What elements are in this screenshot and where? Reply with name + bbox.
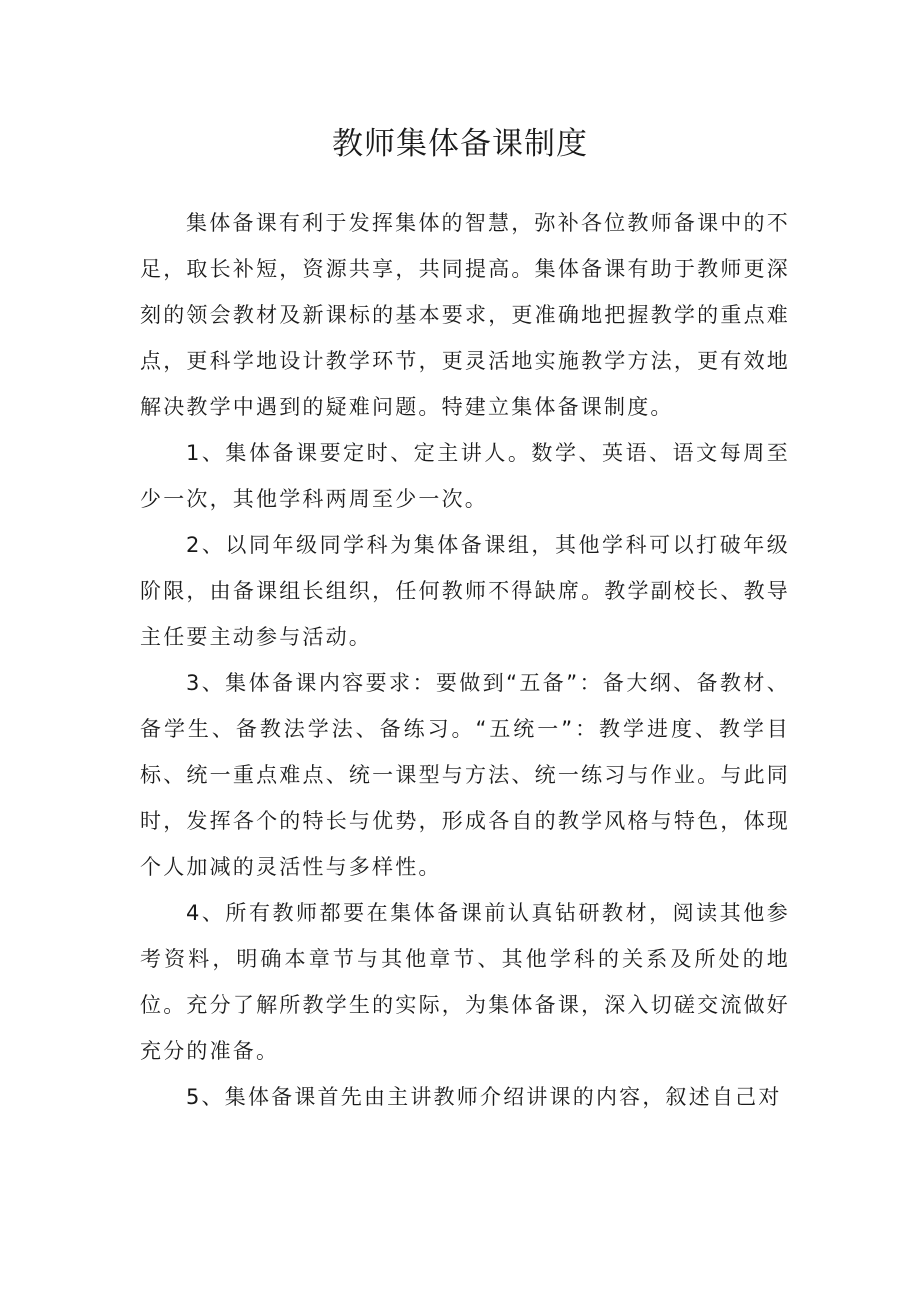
paragraph-item-3: 3、集体备课内容要求：要做到“五备”：备大纲、备教材、备学生、备教法学法、备练习。“五统一”：教学进度、教学目标、统一重点难点、统一课型与方法、统一练习与作业。与此同时，发挥各个的特长与优势，形成各自的教学风格与特色，体现个人加减的灵活性与多样性。: [140, 671, 790, 879]
document-title: 教师集体备课制度: [332, 126, 588, 162]
paragraph-item-2: 2、以同年级同学科为集体备课组，其他学科可以打破年级阶限，由备课组长组织，任何教师不得缺席。教学副校长、教导主任要主动参与活动。: [140, 533, 790, 649]
paragraph-item-4: 4、所有教师都要在集体备课前认真钻研教材，阅读其他参考资料，明确本章节与其他章节、其他学科的关系及所处的地位。充分了解所教学生的实际，为集体备课，深入切磋交流做好充分的准备。: [140, 901, 790, 1063]
document-body: [140, 200, 790, 1120]
paragraph-intro: 集体备课有利于发挥集体的智慧，弥补各位教师备课中的不足，取长补短，资源共享，共同提高。集体备课有助于教师更深刻的领会教材及新课标的基本要求，更准确地把握教学的重点难点，更科学地设计教学环节，更灵活地实施教学方法，更有效地解决教学中遇到的疑难问题。特建立集体备课制度。: [140, 211, 790, 419]
paragraph-item-1: 1、集体备课要定时、定主讲人。数学、英语、语文每周至少一次，其他学科两周至少一次。: [140, 441, 790, 511]
paragraph-item-5: 5、集体备课首先由主讲教师介绍讲课的内容，叙述自己对: [186, 1085, 782, 1109]
